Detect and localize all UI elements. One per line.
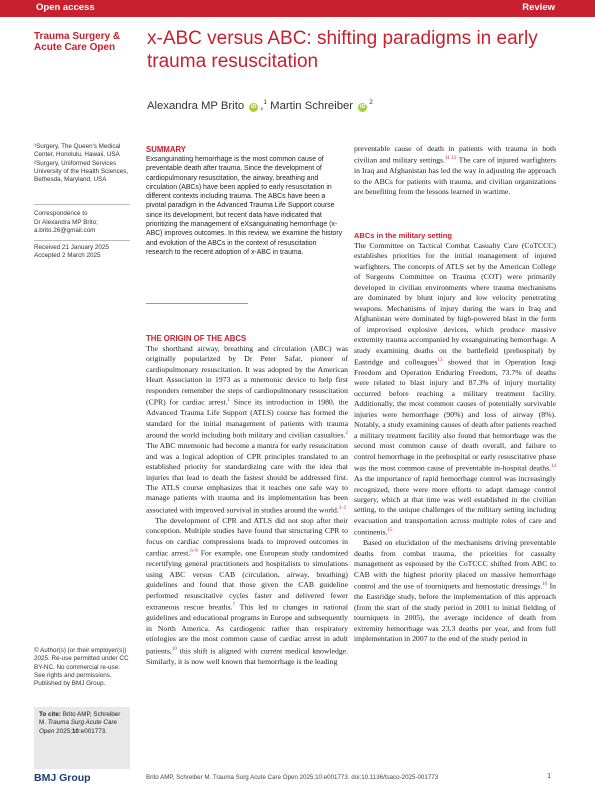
- paragraph: The shorthand airway, breathing and circulation (ABC) was originally popularized by Dr Peter Safar, pioneer of cardiopulmonary resuscitation. It was adopted by the American Heart Association in 1973 as a mnemonic device to help first responders remember the steps of cardiopulmonary resuscitation (CPR) for cardiac arrest.$^1$ Since its introduction in 1980, the Advanced Trauma Life Support (ATLS) course has formed the standard for the initial management of patients with trauma around the world including both military and civilian casualties.$^2$ The ABC mnemonic had become a mantra for early resuscitation and was a logical adoption of CPR principles translated to an established priority for standardizing care with the idea that injuries that lead to death the fastest should be addressed first. The ATLS course emphasizes that it teaches one safe way to manage patients with trauma and its implementation has been associated with improved survival in studies around the world.$^{3-5}$: [146, 344, 348, 515]
- paragraph: The Committee on Tactical Combat Casualty Care (CoTCCC) establishes priorities for the initial management of injured warfighters. The concepts of ATLS set by the American College of Surgeons Committee on Trauma (COT) were primarily developed in civilian environments where trauma mechanisms are dominated by blunt injury and low velocity penetrating weapons. Mechanisms of injury during the wars in Iraq and Afghanistan were dominated by high-powered blast in the form of improvised explosive devices, which produce massive extremity trauma accompanied by exsanguinating hemorrhage. A study examining deaths on the battlefield (prehospital) by Eastridge and colleagues$^{13}$ showed that in Operation Iraqi Freedom and Operation Enduring Freedom, 73.7% of deaths were related to blast injury and 87.3% of injury mortality occurred before reaching a military treatment facility. Additionally, the most common causes of potentially survivable injuries were hemorrhage (90%) and loss of airway (8%). Notably, a study examining causes of death after patients reached a military treatment facility also found that hemorrhage was the second most common cause of death overall, and failure to control hemorrhage in the prehospital or early resuscitative phase was the most common cause of preventable in-hospital deaths.$^{14}$ As the importance of rapid hemorrhage control was increasingly recognized, there were more efforts to adapt damage control surgery, which at that time was well established in the civilian setting, to the unique challenges of the military setting including evacuation and transportation across multiple roles of care and continents.$^{15}$: [354, 241, 556, 537]
- body-column-left: [146, 344, 348, 667]
- top-banner: [0, 0, 595, 17]
- to-cite-rest: :e001773.: [78, 727, 107, 735]
- affiliations: ¹Surgery, The Queen's Medical Center, Honolulu, Hawaii, USA ²Surgery, Uniformed Services University of the Health Sciences, Bethesda, Maryland, USA: [34, 143, 129, 184]
- to-cite-authors: Brito AMP, Schreiber M.: [39, 711, 121, 727]
- ref-link[interactable]: 6–9: [190, 549, 198, 555]
- ref-link[interactable]: 1: [227, 398, 230, 404]
- paragraph: The development of CPR and ATLS did not stop after their conception. Multiple studies have found that structuring CPR to focus on cardiac compressions leads to improved outcomes in cardiac arrest.$^{6-9}$ For example, one European study randomized recertifying general practitioners and hospitalists to simulations using ABC versus CAB (circulation, airway, breathing) guidelines and found that those given the CAB guideline performed resuscitative cycles faster and delivered fewer extraneous rescue breaths.$^7$ This led to changes in national guidelines and educational programs in Europe and subsequently in North America. As cardiogenic rather than respiratory etiologies are the most common cause of cardiac arrest in adult patients,$^{10}$ this shift is aligned with current medical knowledge. Similarly, it is now well known that hemorrhage is the leading: [146, 515, 349, 666]
- ref-link[interactable]: 15: [387, 528, 393, 534]
- ref-link[interactable]: 11 12: [444, 156, 457, 162]
- footer-citation: Brito AMP, Schreiber M. Trauma Surg Acute Care Open 2025;10:e001773. doi:10.1136/tsaco-2025-001773: [146, 774, 439, 781]
- publisher-logo: BMJ Group: [34, 772, 91, 784]
- body-column-right: [354, 241, 556, 644]
- sidebar-divider: [34, 204, 130, 205]
- ref-link[interactable]: 14: [551, 464, 556, 470]
- copyright-notice: © Author(s) (or their employer(s)) 2025. Re-use permitted under CC BY-NC. No commercial re-use. See rights and permissions. Published by BMJ Group.: [34, 647, 129, 688]
- received-dates: Received 21 January 2025 Accepted 2 March 2025: [34, 244, 109, 260]
- page-number: 1: [547, 773, 551, 780]
- author-2-affil: 2: [369, 99, 373, 106]
- sidebar-divider: [34, 240, 130, 241]
- correspondence-heading: Correspondence to: [34, 210, 88, 217]
- author-list: Alexandra MP Brito iD ,$^1$ Martin Schreiber $iD^2$: [147, 99, 373, 112]
- section-heading-origin: THE ORIGIN OF THE ABCS: [146, 334, 247, 343]
- orcid-icon[interactable]: iD: [359, 103, 366, 110]
- to-cite-box: [34, 707, 130, 769]
- ref-link[interactable]: 3–5: [338, 505, 347, 511]
- paragraph: preventable cause of death in patients with trauma in both civilian and military settings.$^{11 12}$ The care of injured warfighters in Iraq and Afghanistan has led the way in adjusting the approach to the ABCs for patients with trauma, and civilian organizations are benefiting from the lessons learned in wartime.: [354, 144, 556, 197]
- author-1-affil: 1: [263, 99, 268, 106]
- summary-text: Exsanguinating hemorrhage is the most common cause of preventable death after trauma. Since the development of cardiopulmonary resuscitation, the airway, breathing and circulation (ABCs) have been applied to early resuscitation in different contexts including trauma. The ABCs have been a pivotal paradigm in the Advanced Trauma Life Support course since its development, but recent data have indicated that prioritizing the management of eXsanguinating hemorrhage (x-ABC) improves outcomes. In this review, we examine the history and evolution of the ABCs in the context of resuscitation research to the recent adoption of x-ABC in trauma.: [146, 156, 343, 256]
- correspondence-text[interactable]: Dr Alexandra MP Brito; a.brito.26@gmail.com: [34, 219, 98, 235]
- author-2[interactable]: Martin Schreiber: [270, 99, 354, 112]
- ref-link[interactable]: 7: [232, 603, 236, 609]
- to-cite-year: 2025;: [56, 727, 72, 735]
- ref-link[interactable]: 2: [345, 431, 348, 437]
- open-access-label: Open access: [36, 2, 95, 13]
- subsection-heading-military: ABCs in the military setting: [354, 231, 452, 240]
- to-cite-label: To cite:: [39, 711, 61, 718]
- to-cite-volume: 10: [71, 727, 79, 735]
- ref-link[interactable]: 16: [542, 582, 548, 588]
- to-cite-journal: Trauma Surg Acute Care Open: [39, 719, 118, 735]
- article-type-label: Review: [522, 2, 555, 13]
- summary-divider: [146, 303, 248, 304]
- ref-link[interactable]: 13: [437, 357, 443, 363]
- summary-heading: SUMMARY: [146, 145, 186, 154]
- paragraph: Based on elucidation of the mechanisms driving preventable deaths from combat trauma, the priorities for casualty management as espoused by the CoTCCC shifted from ABC to CAB with the highest priority placed on massive hemorrhage control and the use of tourniquets and hemostatic dressings.$^{16}$ In the Eastridge study, before the implementation of this approach (from the start of the study period in 2001 to initial fielding of tourniquets in 2005), the average incidence of death from extremity hemorrhage was 23.3 deaths per year, and from full implementation in 2007 to the end of the study period in: [354, 538, 557, 644]
- orcid-icon[interactable]: iD: [251, 103, 257, 110]
- article-title: x-ABC versus ABC: shifting paradigms in early trauma resuscitation: [147, 28, 538, 72]
- journal-name: Trauma Surgery & Acute Care Open: [34, 31, 121, 53]
- body-column-right-top: [354, 144, 556, 198]
- author-1[interactable]: Alexandra MP Brito: [147, 99, 245, 112]
- ref-link[interactable]: 10: [171, 646, 177, 652]
